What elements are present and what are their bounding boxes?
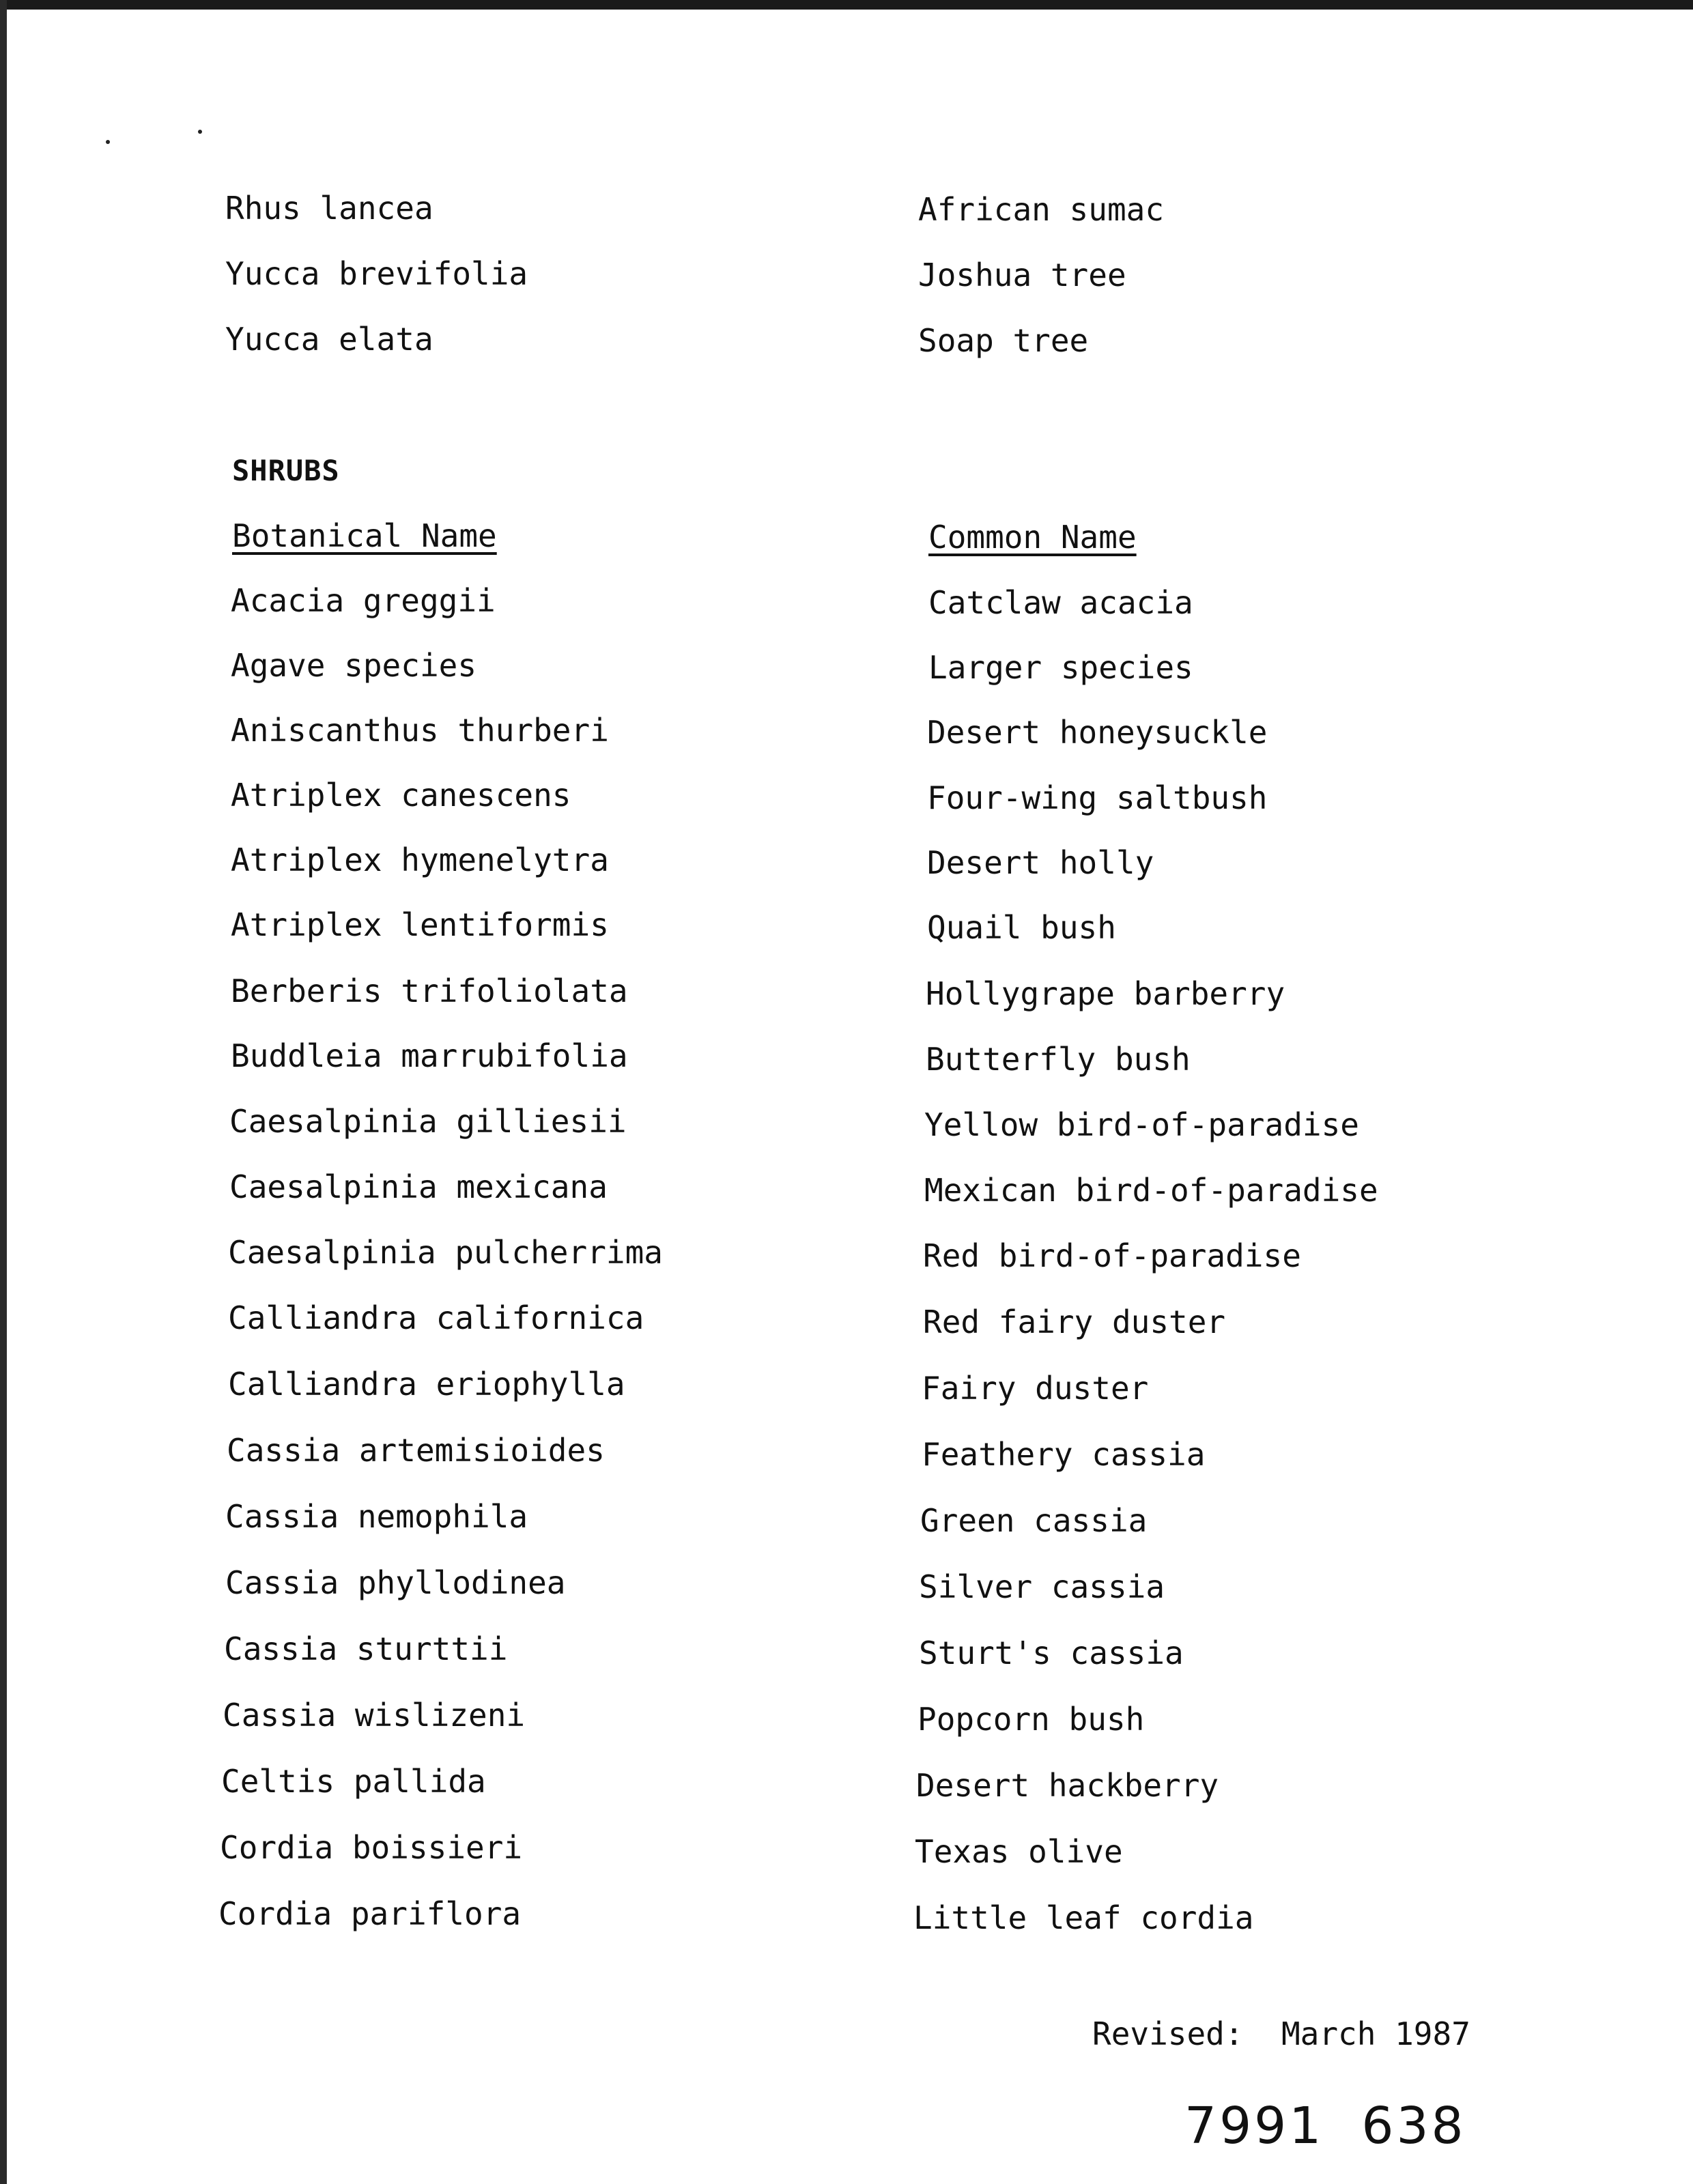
shrub-common-name: Butterfly bush — [926, 1041, 1191, 1078]
shrub-botanical-name: Cassia artemisioides — [227, 1432, 605, 1469]
document-number: 7991 638 — [1184, 2097, 1466, 2155]
tree-common-name: African sumac — [918, 191, 1165, 228]
shrub-botanical-name: Caesalpinia pulcherrima — [228, 1234, 663, 1271]
shrub-botanical-name: Cassia nemophila — [225, 1498, 528, 1535]
shrub-common-name: Little leaf cordia — [913, 1899, 1254, 1936]
shrub-common-name: Four-wing saltbush — [927, 779, 1268, 816]
shrub-common-name: Catclaw acacia — [928, 584, 1193, 621]
scan-speck — [106, 140, 110, 144]
shrub-botanical-name: Cordia boissieri — [220, 1829, 523, 1866]
shrub-botanical-name: Cassia sturttii — [224, 1630, 508, 1667]
shrub-botanical-name: Caesalpinia gilliesii — [229, 1103, 627, 1140]
shrub-botanical-name: Atriplex canescens — [231, 777, 571, 814]
shrub-common-name: Hollygrape barberry — [926, 975, 1285, 1012]
scan-edge-top — [0, 0, 1693, 10]
shrub-common-name: Feathery cassia — [922, 1436, 1206, 1473]
scan-speck — [198, 130, 202, 134]
shrub-botanical-name: Caesalpinia mexicana — [229, 1168, 608, 1205]
tree-common-name: Joshua tree — [918, 257, 1126, 293]
shrub-botanical-name: Buddleia marrubifolia — [231, 1037, 628, 1074]
shrub-botanical-name: Calliandra californica — [228, 1299, 644, 1336]
shrub-common-name: Red bird-of-paradise — [923, 1237, 1301, 1274]
shrub-common-name: Quail bush — [927, 909, 1116, 946]
section-title: SHRUBS — [232, 454, 340, 487]
shrub-botanical-name: Atriplex lentiformis — [231, 906, 609, 943]
shrub-common-name: Desert holly — [927, 844, 1154, 881]
shrub-botanical-name: Celtis pallida — [221, 1763, 486, 1800]
shrub-botanical-name: Cassia wislizeni — [223, 1697, 526, 1734]
tree-common-name: Soap tree — [918, 322, 1089, 359]
shrub-botanical-name: Cassia phyllodinea — [225, 1564, 566, 1601]
shrub-common-name: Popcorn bush — [917, 1701, 1145, 1738]
tree-botanical-name: Yucca brevifolia — [225, 255, 528, 292]
shrub-botanical-name: Atriplex hymenelytra — [231, 842, 609, 878]
column-header-common: Common Name — [928, 519, 1137, 556]
shrub-common-name: Larger species — [928, 649, 1193, 686]
shrub-common-name: Red fairy duster — [923, 1304, 1226, 1340]
shrub-common-name: Mexican bird-of-paradise — [924, 1172, 1378, 1209]
shrub-botanical-name: Berberis trifoliolata — [231, 973, 628, 1009]
shrub-common-name: Yellow bird-of-paradise — [924, 1106, 1359, 1143]
shrub-common-name: Desert hackberry — [916, 1767, 1219, 1804]
revised-date: Revised: March 1987 — [1092, 2015, 1470, 2052]
shrub-common-name: Texas olive — [915, 1833, 1123, 1870]
shrub-botanical-name: Acacia greggii — [231, 582, 496, 619]
scan-edge-left — [0, 0, 7, 2184]
shrub-botanical-name: Aniscanthus thurberi — [231, 712, 609, 749]
tree-botanical-name: Rhus lancea — [225, 190, 433, 227]
shrub-botanical-name: Calliandra eriophylla — [228, 1366, 625, 1403]
shrub-botanical-name: Cordia pariflora — [218, 1895, 522, 1932]
tree-botanical-name: Yucca elata — [225, 321, 433, 358]
shrub-common-name: Fairy duster — [922, 1370, 1149, 1407]
shrub-common-name: Sturt's cassia — [919, 1635, 1184, 1671]
column-header-botanical: Botanical Name — [232, 517, 497, 554]
shrub-common-name: Desert honeysuckle — [927, 714, 1268, 751]
shrub-botanical-name: Agave species — [231, 647, 477, 684]
shrub-common-name: Green cassia — [920, 1502, 1148, 1539]
shrub-common-name: Silver cassia — [919, 1568, 1165, 1605]
